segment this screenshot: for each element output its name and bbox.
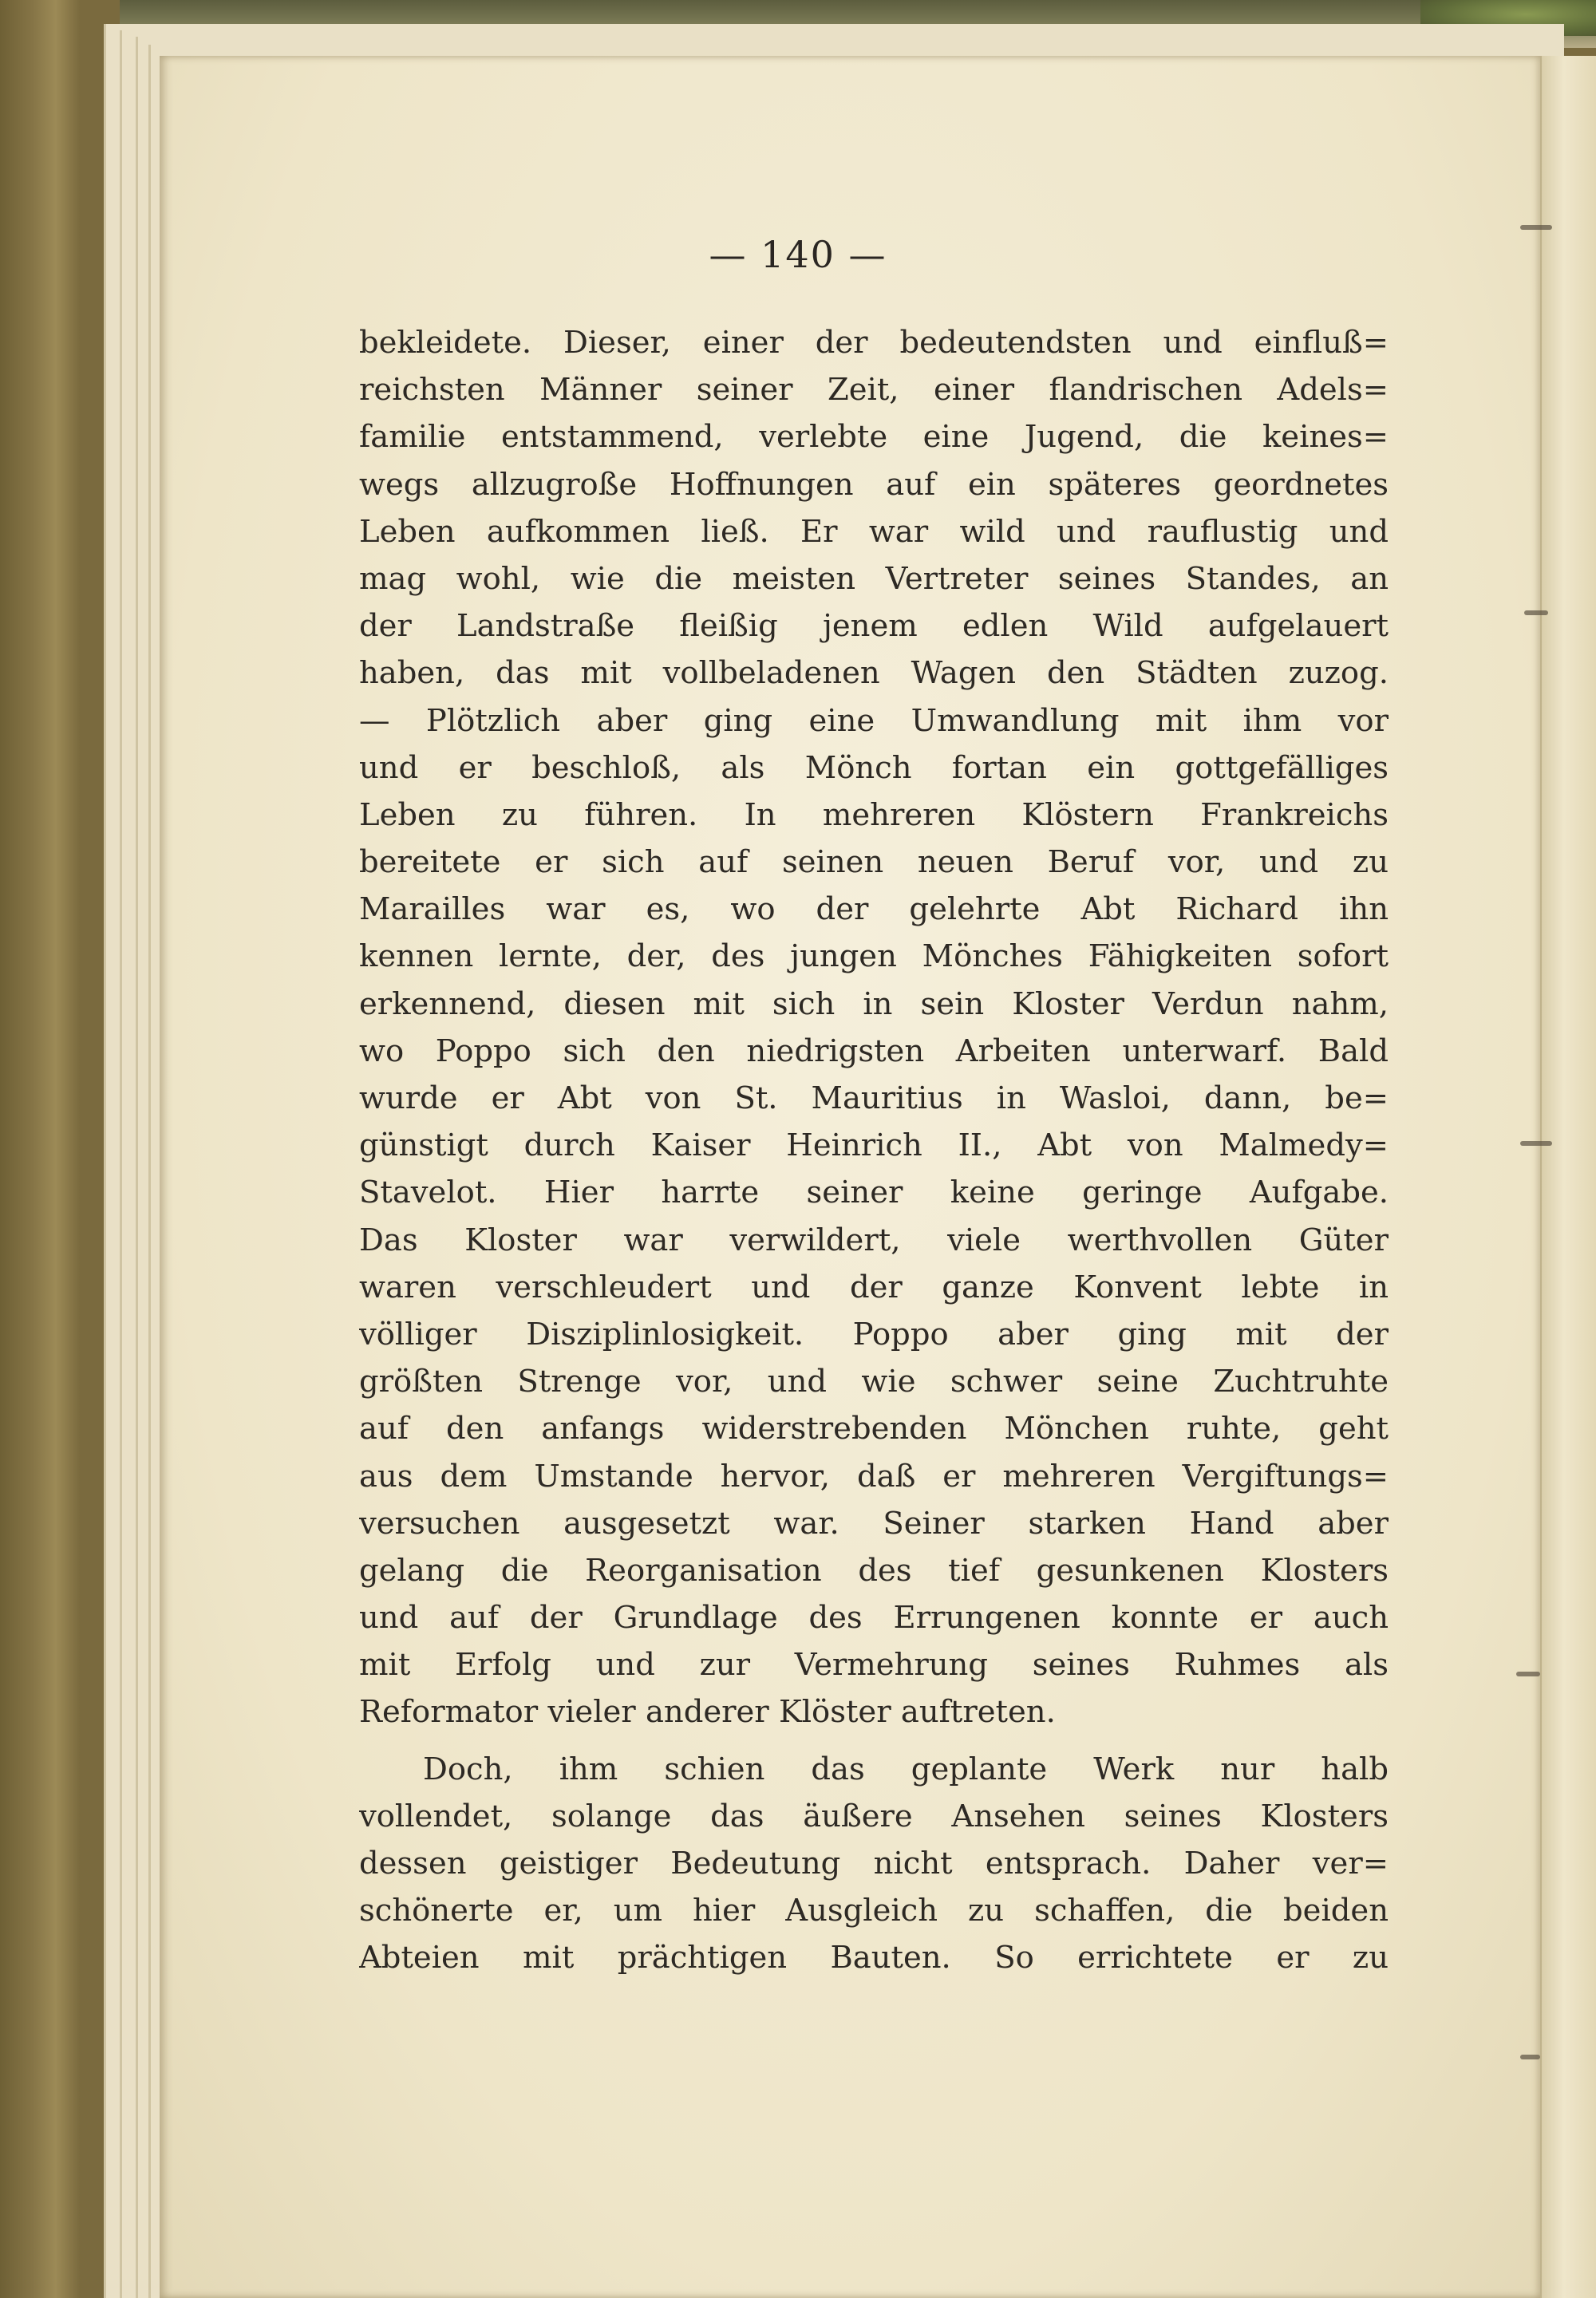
text-line: haben, das mit vollbeladenen Wagen den Städten zuzog. xyxy=(359,655,1389,692)
facing-page-edge xyxy=(1540,56,1596,2298)
text-line: erkennend, diesen mit sich in sein Kloster Verdun nahm, xyxy=(359,985,1389,1022)
margin-mark xyxy=(1524,610,1548,615)
text-line: und auf der Grundlage des Errungenen konnte er auch xyxy=(359,1600,1389,1637)
text-line: Marailles war es, wo der gelehrte Abt Richard ihn xyxy=(359,891,1389,928)
text-line: gelang die Reorganisation des tief gesunkenen Klosters xyxy=(359,1552,1389,1589)
text-line: wurde er Abt von St. Mauritius in Wasloi, dann, be= xyxy=(359,1080,1389,1116)
text-line: aus dem Umstande hervor, daß er mehreren Vergiftungs= xyxy=(359,1458,1389,1494)
text-line: größten Strenge vor, und wie schwer seine Zuchtruhte xyxy=(359,1364,1389,1400)
text-line: bekleidete. Dieser, einer der bedeutendsten und einfluß= xyxy=(359,325,1389,361)
text-line: wegs allzugroße Hoffnungen auf ein späteres geordnetes xyxy=(359,466,1389,503)
margin-mark xyxy=(1520,1141,1552,1146)
text-line: Stavelot. Hier harrte seiner keine geringe Aufgabe. xyxy=(359,1175,1389,1211)
text-line: der Landstraße fleißig jenem edlen Wild aufgelauert xyxy=(359,608,1389,645)
text-line: schönerte er, um hier Ausgleich zu schaffen, die beiden xyxy=(359,1893,1389,1929)
paragraph-gap xyxy=(359,1736,1389,1746)
text-line: kennen lernte, der, des jungen Mönches Fähigkeiten sofort xyxy=(359,938,1389,975)
margin-mark xyxy=(1516,1672,1540,1676)
text-line: völliger Disziplinlosigkeit. Poppo aber ging mit der xyxy=(359,1316,1389,1352)
text-line: Reformator vieler anderer Klöster auftreten. xyxy=(359,1694,1056,1731)
text-line: mit Erfolg und zur Vermehrung seines Ruhmes als xyxy=(359,1647,1389,1684)
text-line: reichsten Männer seiner Zeit, einer flandrischen Adels= xyxy=(359,372,1389,409)
paragraph xyxy=(359,319,1389,1736)
text-line: mag wohl, wie die meisten Vertreter seines Standes, an xyxy=(359,560,1389,597)
text-line: waren verschleudert und der ganze Konvent lebte in xyxy=(359,1269,1389,1305)
text-line: Leben aufkommen ließ. Er war wild und rauflustig und xyxy=(359,513,1389,550)
paragraph xyxy=(359,1746,1389,1982)
text-line: und er beschloß, als Mönch fortan ein gottgefälliges xyxy=(359,749,1389,786)
text-line: wo Poppo sich den niedrigsten Arbeiten unterwarf. Bald xyxy=(359,1033,1389,1069)
text-line: versuchen ausgesetzt war. Seiner starken Hand aber xyxy=(359,1505,1389,1542)
text-line: günstigt durch Kaiser Heinrich II., Abt von Malmedy= xyxy=(359,1127,1389,1164)
text-line: bereitete er sich auf seinen neuen Beruf vor, und zu xyxy=(359,844,1389,881)
text-line: familie entstammend, verlebte eine Jugend, die keines= xyxy=(359,419,1389,456)
margin-mark xyxy=(1520,2055,1540,2059)
text-line: Das Kloster war verwildert, viele werthvollen Güter xyxy=(359,1222,1389,1258)
text-line: vollendet, solange das äußere Ansehen seines Klosters xyxy=(359,1798,1389,1834)
page-number: — 140 — xyxy=(709,233,887,276)
text-line: auf den anfangs widerstrebenden Mönchen ruhte, geht xyxy=(359,1411,1389,1447)
text-line: Doch, ihm schien das geplante Werk nur halb xyxy=(423,1751,1389,1787)
margin-mark xyxy=(1520,225,1552,230)
text-line: — Plötzlich aber ging eine Umwandlung mit ihm vor xyxy=(359,702,1389,739)
page-body-text xyxy=(359,319,1389,1982)
text-line: Abteien mit prächtigen Bauten. So errichtete er zu xyxy=(359,1940,1389,1976)
text-line: dessen geistiger Bedeutung nicht entsprach. Daher ver= xyxy=(359,1846,1389,1881)
text-line: Leben zu führen. In mehreren Klöstern Frankreichs xyxy=(359,796,1389,833)
